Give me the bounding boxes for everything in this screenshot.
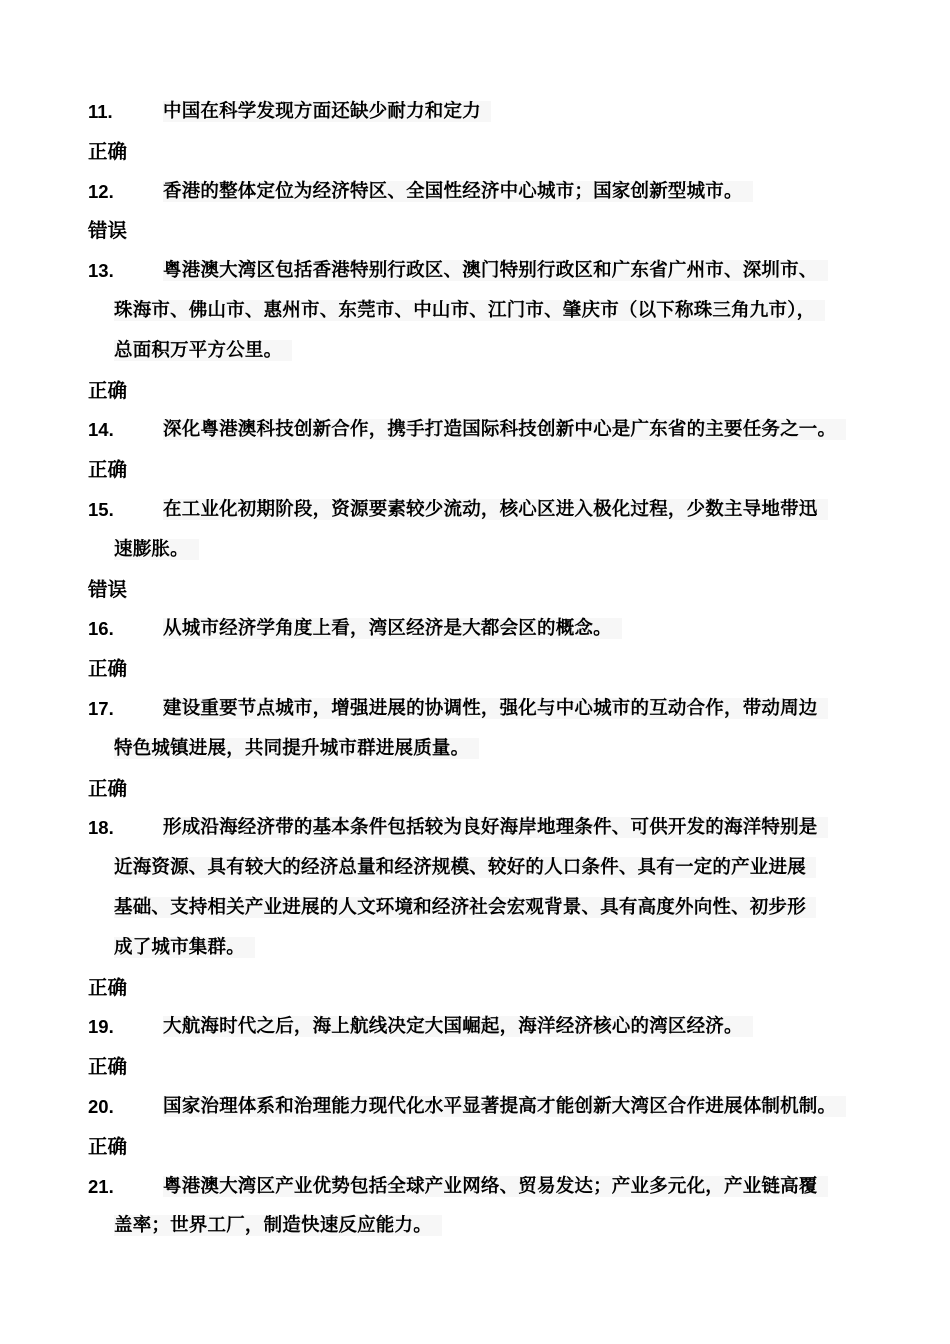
- question-text: 形成沿海经济带的基本条件包括较为良好海岸地理条件、可供开发的海洋特别是: [163, 817, 828, 838]
- question-text-line: [163, 1087, 846, 1127]
- question-text-line: [163, 808, 828, 848]
- question-text-line: [163, 689, 828, 729]
- question-text: 在工业化初期阶段，资源要素较少流动，核心区进入极化过程，少数主导地带迅: [163, 499, 828, 520]
- answer-label: 正确: [88, 975, 128, 999]
- question-text: 建设重要节点城市，增强进展的协调性，强化与中心城市的互动合作，带动周边: [163, 698, 828, 719]
- answer-label: 正确: [88, 1055, 128, 1079]
- answer-label: 正确: [88, 458, 128, 482]
- question-text: 从城市经济学角度上看，湾区经济是大都会区的概念。: [163, 618, 622, 639]
- question-text-line: [114, 928, 255, 968]
- question-text-line: [114, 530, 199, 570]
- question-text-line: [114, 331, 292, 371]
- question-text: 基础、支持相关产业进展的人文环境和经济社会宏观背景、具有高度外向性、初步形: [114, 897, 816, 918]
- question-text-line: [163, 172, 753, 212]
- question-text-line: [163, 410, 846, 450]
- answer-label: 正确: [88, 139, 128, 163]
- question-text-line: [114, 729, 479, 769]
- answer-label: 正确: [88, 776, 128, 800]
- question-text-line: [114, 848, 816, 888]
- answer-label: 正确: [88, 657, 128, 681]
- question-text: 香港的整体定位为经济特区、全国性经济中心城市；国家创新型城市。: [163, 181, 753, 202]
- question-number: 18.: [88, 817, 114, 839]
- question-text: 粤港澳大湾区产业优势包括全球产业网络、贸易发达；产业多元化，产业链高覆: [163, 1176, 828, 1197]
- question-text-line: [114, 291, 825, 331]
- answer-label: 正确: [88, 1134, 128, 1158]
- question-number: 12.: [88, 180, 114, 202]
- question-number: 11.: [88, 101, 113, 122]
- question-text: 粤港澳大湾区包括香港特别行政区、澳门特别行政区和广东省广州市、深圳市、: [163, 260, 828, 281]
- question-text: 总面积万平方公里。: [114, 340, 292, 361]
- question-text-line: [163, 1167, 828, 1207]
- question-text: 珠海市、佛山市、惠州市、东莞市、中山市、江门市、肇庆市（以下称珠三角九市），: [114, 300, 825, 321]
- answer-label: 错误: [88, 219, 128, 243]
- question-text: 速膨胀。: [114, 539, 199, 560]
- question-text: 大航海时代之后，海上航线决定大国崛起，海洋经济核心的湾区经济。: [163, 1016, 753, 1037]
- question-number: 21.: [88, 1175, 114, 1197]
- answer-label: 错误: [88, 577, 128, 601]
- question-number: 20.: [88, 1096, 114, 1117]
- question-text-line: [163, 92, 491, 132]
- question-text-line: [163, 490, 828, 530]
- question-text: 深化粤港澳科技创新合作，携手打造国际科技创新中心是广东省的主要任务之一。: [163, 419, 846, 440]
- question-number: 13.: [88, 260, 114, 282]
- question-text: 特色城镇进展，共同提升城市群进展质量。: [114, 738, 479, 759]
- question-number: 19.: [88, 1016, 114, 1038]
- question-text-line: [114, 1206, 442, 1246]
- question-text-line: [163, 609, 622, 649]
- question-number: 14.: [88, 419, 114, 441]
- question-text-line: [163, 1007, 753, 1047]
- question-number: 15.: [88, 499, 114, 520]
- answer-label: 正确: [88, 378, 128, 402]
- question-text: 盖率；世界工厂，制造快速反应能力。: [114, 1215, 442, 1236]
- question-text: 成了城市集群。: [114, 937, 255, 958]
- question-text-line: [163, 251, 828, 291]
- question-text: 中国在科学发现方面还缺少耐力和定力: [163, 101, 491, 122]
- question-text: 国家治理体系和治理能力现代化水平显著提高才能创新大湾区合作进展体制机制。: [163, 1096, 846, 1117]
- question-number: 16.: [88, 618, 114, 640]
- question-text-line: [114, 888, 816, 928]
- question-text: 近海资源、具有较大的经济总量和经济规模、较好的人口条件、具有一定的产业进展: [114, 857, 816, 878]
- question-number: 17.: [88, 698, 114, 719]
